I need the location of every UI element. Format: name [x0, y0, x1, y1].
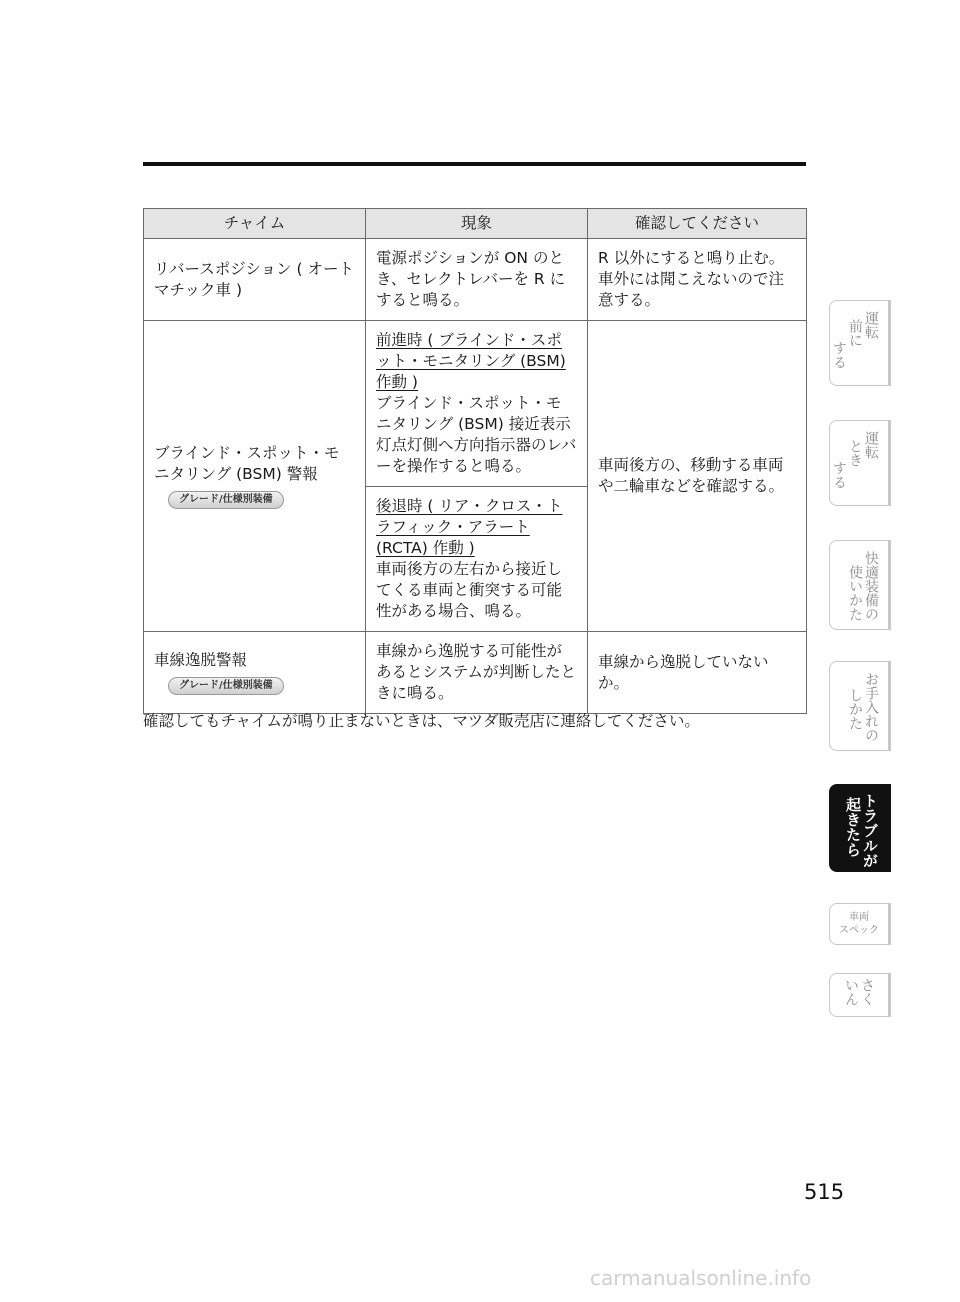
tab-vehicle-specs[interactable]	[829, 903, 891, 945]
footnote: 確認してもチャイムが鳴り止まないときは、マツダ販売店に連絡してください。	[143, 712, 700, 730]
chime-name: 車線逸脱警報	[154, 651, 248, 669]
tab-label: する	[831, 461, 847, 489]
header-phenomenon: 現象	[366, 209, 588, 239]
chime-cell	[144, 632, 366, 714]
tab-label: 起きたら	[844, 797, 862, 857]
phenomenon-cell: 車線から逸脱する可能性があるとシステムが判断したときに鳴る。	[366, 632, 588, 714]
chime-name: ブラインド・スポット・モニタリング (BSM) 警報	[154, 444, 340, 483]
header-check: 確認してください	[588, 209, 807, 239]
forward-body: ブラインド・スポット・モニタリング (BSM) 接近表示灯点灯側へ方向指示器のレバーを操作すると鳴る。	[376, 394, 577, 475]
tab-index[interactable]	[829, 973, 891, 1017]
tab-label: 前に	[847, 319, 863, 347]
tab-label: する	[831, 341, 847, 369]
table-header-row	[144, 209, 807, 239]
grade-badge: グレード/仕様別装備	[168, 491, 284, 509]
check-cell: R 以外にすると鳴り止む。車外には聞こえないので注意する。	[588, 239, 807, 321]
page-number: 515	[804, 1180, 845, 1204]
tab-label: しかた	[847, 688, 863, 730]
tab-label: 使いかた	[847, 565, 863, 621]
tab-label: 運転	[863, 431, 879, 459]
watermark: carmanualsonline.info	[590, 1266, 812, 1290]
chime-cell: リバースポジション ( オートマチック車 )	[144, 239, 366, 321]
reverse-title: 後退時 ( リア・クロス・トラフィック・アラート (RCTA) 作動 )	[376, 497, 563, 557]
top-rule	[143, 162, 806, 166]
tab-label: トラブルが	[861, 793, 879, 868]
phenomenon-cell	[366, 487, 588, 632]
tab-label: 運転	[863, 311, 879, 339]
header-chime: チャイム	[144, 209, 366, 239]
reverse-body: 車両後方の左右から接近してくる車両と衝突する可能性がある場合、鳴る。	[376, 560, 563, 620]
tab-label: さく	[859, 978, 875, 1006]
tab-label: お手入れの	[863, 672, 879, 742]
tab-troubleshooting[interactable]	[829, 784, 891, 872]
tab-label: とき	[847, 439, 863, 467]
table-row	[144, 321, 807, 487]
phenomenon-cell: 電源ポジションが ON のとき、セレクトレバーを R にすると鳴る。	[366, 239, 588, 321]
forward-title: 前進時 ( ブラインド・スポット・モニタリング (BSM) 作動 )	[376, 331, 566, 391]
tab-before-driving[interactable]	[829, 300, 891, 386]
tab-label: スペック	[839, 925, 879, 936]
tab-label: 車両	[849, 912, 869, 923]
phenomenon-cell	[366, 321, 588, 487]
grade-badge: グレード/仕様別装備	[168, 677, 284, 695]
check-cell: 車両後方の、移動する車両や二輪車などを確認する。	[588, 321, 807, 632]
tab-while-driving[interactable]	[829, 420, 891, 506]
tab-comfort-features[interactable]	[829, 540, 891, 630]
table-row	[144, 632, 807, 714]
table-row	[144, 239, 807, 321]
check-cell: 車線から逸脱していないか。	[588, 632, 807, 714]
tab-label: いん	[843, 978, 859, 1006]
chime-table	[143, 208, 807, 714]
chime-cell	[144, 321, 366, 632]
tab-maintenance[interactable]	[829, 661, 891, 751]
tab-label: 快適装備の	[863, 551, 879, 621]
